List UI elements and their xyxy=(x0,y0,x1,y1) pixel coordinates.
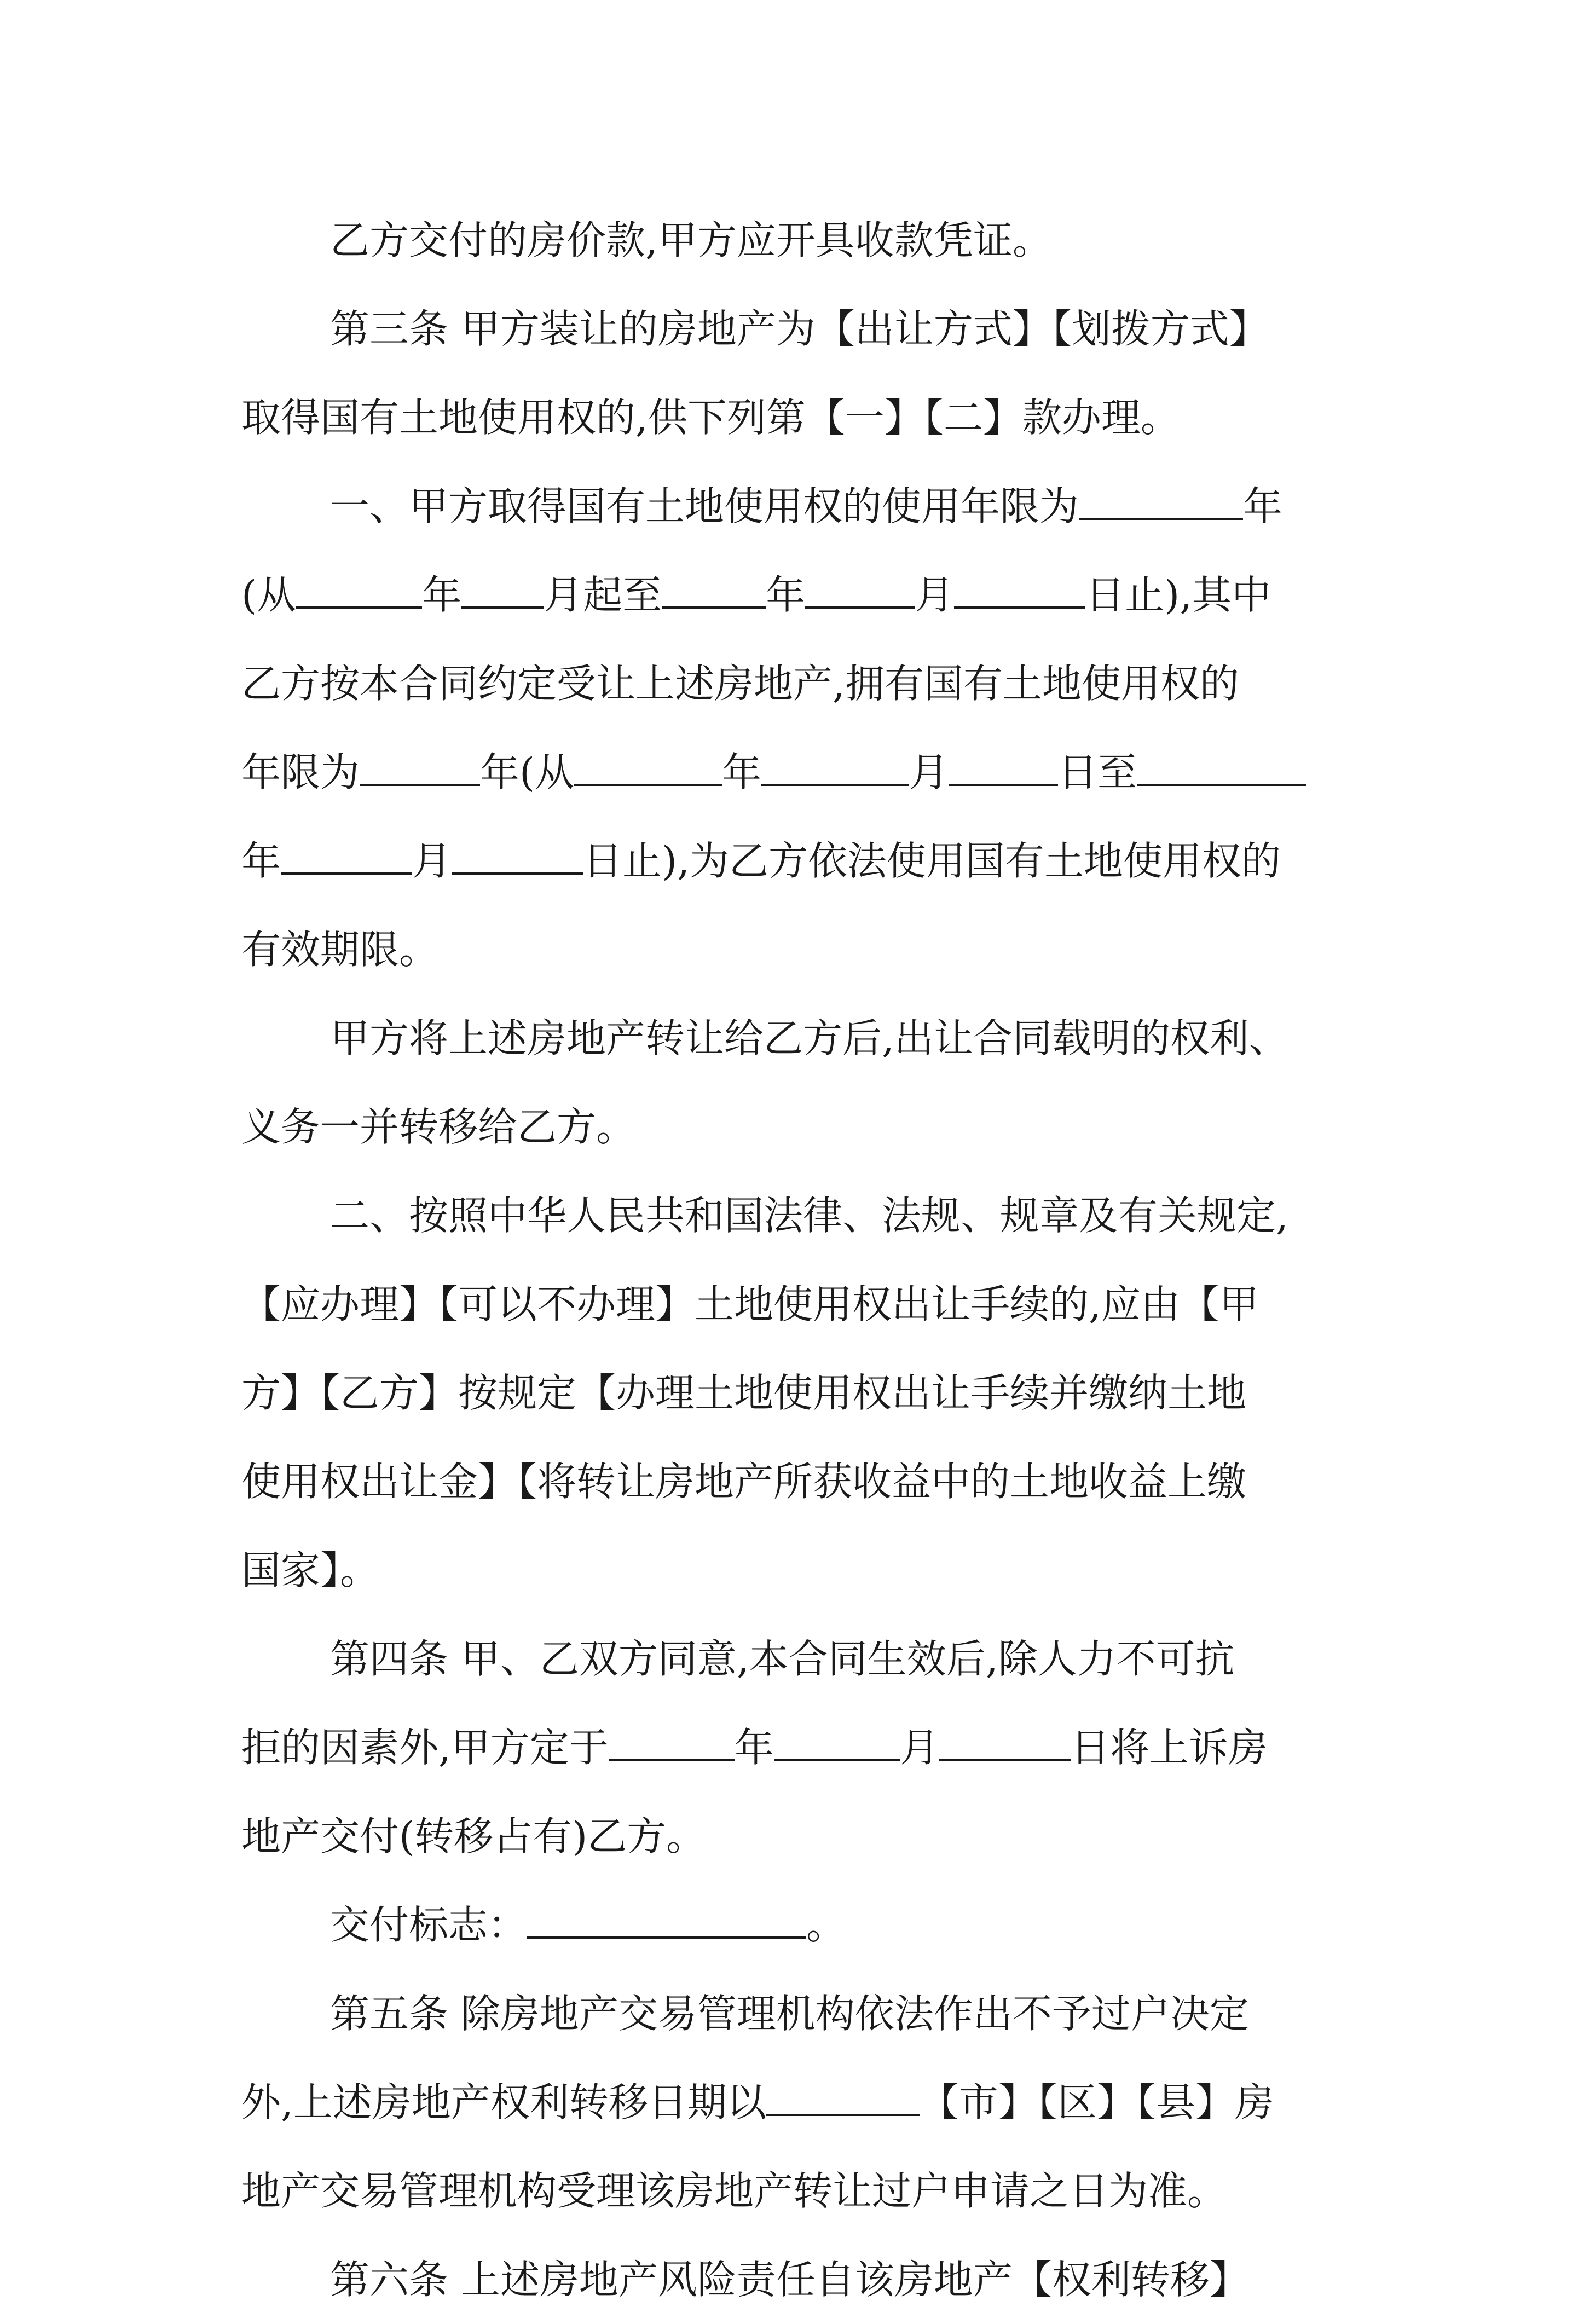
text-segment: 第三条 甲方装让的房地产为【出让方式】【划拨方式】 xyxy=(330,306,1269,352)
fill-in-blank xyxy=(939,1724,1071,1761)
fill-in-blank xyxy=(1137,749,1306,786)
text-segment: 【市】【区】【县】房 xyxy=(919,2079,1274,2125)
fill-in-blank xyxy=(766,2079,920,2116)
text-line xyxy=(241,639,1358,728)
text-segment: 年 xyxy=(1243,483,1283,529)
fill-in-blank xyxy=(949,749,1058,786)
text-segment: 年 xyxy=(734,1725,774,1771)
text-line xyxy=(241,817,1358,905)
fill-in-blank xyxy=(360,749,480,786)
text-segment: 月 xyxy=(412,838,452,884)
text-line xyxy=(241,462,1358,551)
fill-in-blank xyxy=(461,571,544,609)
text-segment: 外,上述房地产权利转移日期以 xyxy=(241,2079,766,2125)
text-line xyxy=(241,2147,1358,2235)
text-segment: 月起至 xyxy=(544,572,662,618)
text-line xyxy=(241,373,1358,462)
text-line xyxy=(241,551,1358,639)
text-segment: 使用权出让金】【将转让房地产所获收益中的土地收益上缴 xyxy=(241,1459,1247,1505)
text-segment: 有效期限。 xyxy=(241,927,439,973)
text-line xyxy=(241,1349,1358,1437)
text-segment: 日将上诉房 xyxy=(1070,1725,1268,1771)
text-segment: 月 xyxy=(909,749,949,795)
text-segment: 乙方按本合同约定受让上述房地产,拥有国有土地使用权的 xyxy=(241,661,1239,707)
text-segment: 年 xyxy=(422,572,462,618)
text-segment: 。 xyxy=(806,1902,846,1948)
text-segment: 【应办理】【可以不办理】土地使用权出让手续的,应由【甲 xyxy=(241,1281,1259,1327)
text-segment: 地产交付(转移占有)乙方。 xyxy=(241,1813,706,1859)
fill-in-blank xyxy=(954,571,1085,609)
fill-in-blank xyxy=(805,571,915,609)
text-segment: 年 xyxy=(241,838,281,884)
text-line xyxy=(241,1969,1358,2058)
text-line xyxy=(241,1792,1358,1881)
fill-in-blank xyxy=(609,1724,735,1761)
text-line xyxy=(241,1437,1358,1526)
text-segment: 取得国有土地使用权的,供下列第【一】【二】款办理。 xyxy=(241,395,1180,441)
fill-in-blank xyxy=(774,1724,900,1761)
text-line xyxy=(241,285,1358,373)
text-segment: 第四条 甲、乙双方同意,本合同生效后,除人力不可抗 xyxy=(330,1636,1235,1682)
text-segment: 第六条 上述房地产风险责任自该房地产【权利转移】 xyxy=(330,2257,1249,2303)
text-segment: 日至 xyxy=(1058,749,1137,795)
text-line xyxy=(241,1526,1358,1615)
text-line xyxy=(241,196,1358,285)
text-segment: 交付标志： xyxy=(330,1902,528,1948)
fill-in-blank xyxy=(761,749,909,786)
text-segment: 一、甲方取得国有土地使用权的使用年限为 xyxy=(330,483,1079,529)
text-line xyxy=(241,2235,1358,2324)
text-line xyxy=(241,728,1358,817)
fill-in-blank xyxy=(662,571,766,609)
text-segment: 年 xyxy=(722,749,762,795)
text-segment: 月 xyxy=(915,572,955,618)
text-segment: 日止),为乙方依法使用国有土地使用权的 xyxy=(583,838,1281,884)
text-segment: 月 xyxy=(899,1725,939,1771)
fill-in-blank xyxy=(296,571,422,609)
text-segment: 年 xyxy=(766,572,806,618)
text-segment: 年(从 xyxy=(480,749,575,795)
text-segment: 国家】。 xyxy=(241,1547,380,1593)
text-segment: 地产交易管理机构受理该房地产转让过户申请之日为准。 xyxy=(241,2168,1227,2214)
text-segment: 方】【乙方】按规定【办理土地使用权出让手续并缴纳土地 xyxy=(241,1370,1247,1416)
text-segment: 第五条 除房地产交易管理机构依法作出不予过户决定 xyxy=(330,1991,1249,2037)
fill-in-blank xyxy=(452,837,583,875)
text-segment: (从 xyxy=(241,572,297,618)
text-line xyxy=(241,1083,1358,1171)
text-line xyxy=(241,905,1358,994)
text-line xyxy=(241,1615,1358,1703)
text-segment: 乙方交付的房价款,甲方应开具收款凭证。 xyxy=(330,217,1052,263)
text-segment: 义务一并转移给乙方。 xyxy=(241,1104,636,1150)
text-line xyxy=(241,1881,1358,1969)
text-segment: 二、按照中华人民共和国法律、法规、规章及有关规定, xyxy=(330,1193,1288,1239)
text-line xyxy=(241,1703,1358,1792)
text-segment: 日止),其中 xyxy=(1085,572,1271,618)
fill-in-blank xyxy=(574,749,722,786)
text-segment: 年限为 xyxy=(241,749,360,795)
text-segment: 拒的因素外,甲方定于 xyxy=(241,1725,609,1771)
text-line xyxy=(241,994,1358,1083)
text-segment: 甲方将上述房地产转让给乙方后,出让合同载明的权利、 xyxy=(330,1015,1288,1061)
contract-body xyxy=(241,196,1358,2324)
fill-in-blank xyxy=(527,1901,806,1939)
fill-in-blank xyxy=(281,837,412,875)
fill-in-blank xyxy=(1079,483,1243,520)
text-line xyxy=(241,2058,1358,2147)
text-line xyxy=(241,1260,1358,1349)
text-line xyxy=(241,1171,1358,1260)
